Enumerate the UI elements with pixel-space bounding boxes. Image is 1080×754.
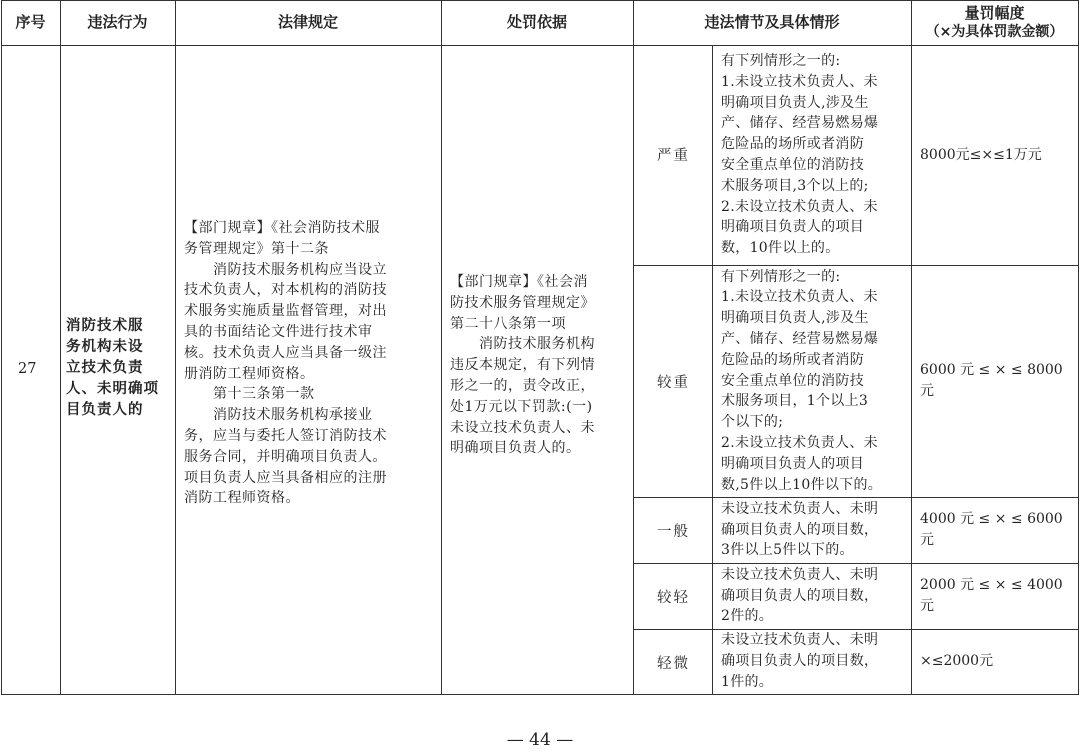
severity-label: 较轻: [657, 590, 690, 606]
text-line: 【部门规章】《社会消防技术服: [184, 220, 380, 236]
fine-range: [920, 575, 1063, 617]
text-line: 个以下的;: [721, 414, 784, 431]
header-range-title: 量罚幅度: [964, 3, 1025, 22]
text-line: 未设立技术负责人、未明: [721, 566, 879, 583]
table-border: [1, 0, 2, 695]
text-line: 危险品的场所或者消防: [721, 136, 864, 153]
table-border: [60, 0, 61, 695]
text-line: 元: [920, 532, 934, 548]
text-line: 人、未明确项: [66, 381, 159, 397]
fine-range: [920, 360, 1063, 402]
table-border: [175, 0, 176, 695]
text-line: 3件以上5件以下的。: [721, 542, 854, 559]
text-line: 确项目负责人的项目数，: [721, 587, 879, 604]
text-line: 处1万元以下罚款:(一): [450, 398, 593, 415]
text-line: 消防技术服务机构承接业: [184, 407, 373, 424]
text-line: 立技术负责: [66, 360, 144, 376]
table-border: [1078, 0, 1079, 695]
severity-label: 严重: [657, 148, 690, 164]
text-line: 2.未设立技术负责人、未: [721, 198, 878, 215]
text-line: 产、储存、经营易燃易爆: [721, 330, 879, 347]
text-line: 产、储存、经营易燃易爆: [721, 115, 879, 132]
text-line: 务，应当与委托人签订消防技术: [184, 427, 387, 444]
text-line: 6000 元 ≤ × ≤ 8000: [920, 362, 1063, 378]
text-line: 2件的。: [721, 608, 774, 625]
text-line: 明确项目负责人的项目: [721, 219, 864, 236]
fine-range: [920, 509, 1063, 551]
text-line: 4000 元 ≤ × ≤ 6000: [920, 511, 1063, 527]
text-line: 目负责人的: [66, 402, 144, 418]
text-line: 未设立技术负责人、未明: [721, 500, 879, 517]
header-no: 序号: [15, 13, 46, 31]
text-line: 消防技术服务机构应当设立: [184, 261, 387, 278]
text-line: 有下列情形之一的:: [721, 268, 841, 285]
text-line: 第十三条第一款: [184, 386, 315, 403]
text-line: 2000 元 ≤ × ≤ 4000: [920, 577, 1063, 593]
text-line: ×≤2000元: [920, 653, 994, 669]
text-line: 数，10件以上的。: [721, 240, 840, 257]
text-line: 明确项目负责人,涉及生: [721, 310, 869, 327]
text-line: 核。技术负责人应当具备一级注: [184, 344, 387, 361]
header-basis: 处罚依据: [506, 13, 567, 31]
text-line: 确项目负责人的项目数，: [721, 521, 879, 538]
header-range: [911, 0, 1078, 45]
text-line: 数,5件以上10件以下的。: [721, 476, 883, 493]
severity-description: [721, 630, 878, 692]
text-line: 务管理规定》第十二条: [184, 240, 329, 257]
text-line: 元: [920, 383, 934, 399]
text-line: 技术负责人，对本机构的消防技: [184, 282, 387, 299]
page-number: — 44 —: [506, 730, 574, 750]
law-provision: [184, 218, 387, 509]
fine-range: [920, 145, 1042, 166]
text-line: 危险品的场所或者消防: [721, 351, 864, 368]
text-line: 1.未设立技术负责人、未: [721, 73, 878, 90]
text-line: 有下列情形之一的:: [721, 53, 841, 69]
text-line: 未设立技术负责人、未: [450, 419, 595, 436]
text-line: 消防技术服务机构: [450, 336, 595, 353]
text-line: 第二十八条第一项: [450, 315, 566, 332]
header-range-note: （×为具体罚款金额）: [925, 23, 1064, 40]
severity-description: [721, 51, 878, 259]
text-line: 消防技术服: [66, 318, 144, 334]
text-line: 违反本规定，有下列情: [450, 357, 595, 374]
violation-act: [66, 316, 159, 421]
text-line: 8000元≤×≤1万元: [920, 146, 1042, 163]
header-situation: 违法情节及具体情形: [704, 13, 840, 31]
text-line: 1件的。: [721, 673, 774, 690]
table-border: [1, 694, 1079, 695]
text-line: 2.未设立技术负责人、未: [721, 434, 878, 451]
text-line: 元: [920, 598, 934, 614]
text-line: 务机构未设: [66, 339, 144, 355]
text-line: 未设立技术负责人、未明: [721, 632, 879, 649]
table-border: [911, 0, 912, 695]
severity-description: [721, 267, 882, 496]
fine-range: [920, 651, 993, 672]
table-border: [441, 0, 442, 695]
text-line: 术服务项目,3个以上的;: [721, 177, 869, 194]
text-line: 明确项目负责人,涉及生: [721, 94, 869, 111]
text-line: 术服务实施质量监督管理，对出: [184, 303, 387, 320]
text-line: 形之一的，责令改正，: [450, 377, 595, 394]
text-line: 防技术服务管理规定》: [450, 294, 595, 311]
table-border: [1, 45, 1079, 46]
text-line: 安全重点单位的消防技: [721, 372, 864, 389]
header-act: 违法行为: [87, 13, 148, 31]
text-line: 安全重点单位的消防技: [721, 156, 864, 173]
penalty-basis: [450, 272, 595, 459]
text-line: 服务合同，并明确项目负责人。: [184, 448, 387, 465]
text-line: 确项目负责人的项目数，: [721, 653, 879, 670]
text-line: 1.未设立技术负责人、未: [721, 289, 878, 306]
text-line: 册消防工程师资格。: [184, 365, 315, 382]
text-line: 术服务项目，1个以上3: [721, 393, 869, 410]
header-law: 法律规定: [277, 13, 338, 31]
row-number: 27: [18, 361, 37, 377]
text-line: 具的书面结论文件进行技术审: [184, 323, 373, 340]
text-line: 明确项目负责人的。: [450, 440, 581, 457]
severity-description: [721, 565, 878, 627]
text-line: 消防工程师资格。: [184, 490, 300, 507]
text-line: 项目负责人应当具备相应的注册: [184, 469, 387, 486]
table-border: [633, 0, 634, 695]
text-line: 【部门规章】《社会消: [450, 274, 588, 290]
text-line: 明确项目负责人的项目: [721, 455, 864, 472]
severity-label: 轻微: [657, 655, 690, 672]
severity-label: 一般: [657, 524, 690, 540]
severity-label: 较重: [657, 375, 690, 391]
table-border: [712, 45, 713, 695]
severity-description: [721, 499, 878, 561]
